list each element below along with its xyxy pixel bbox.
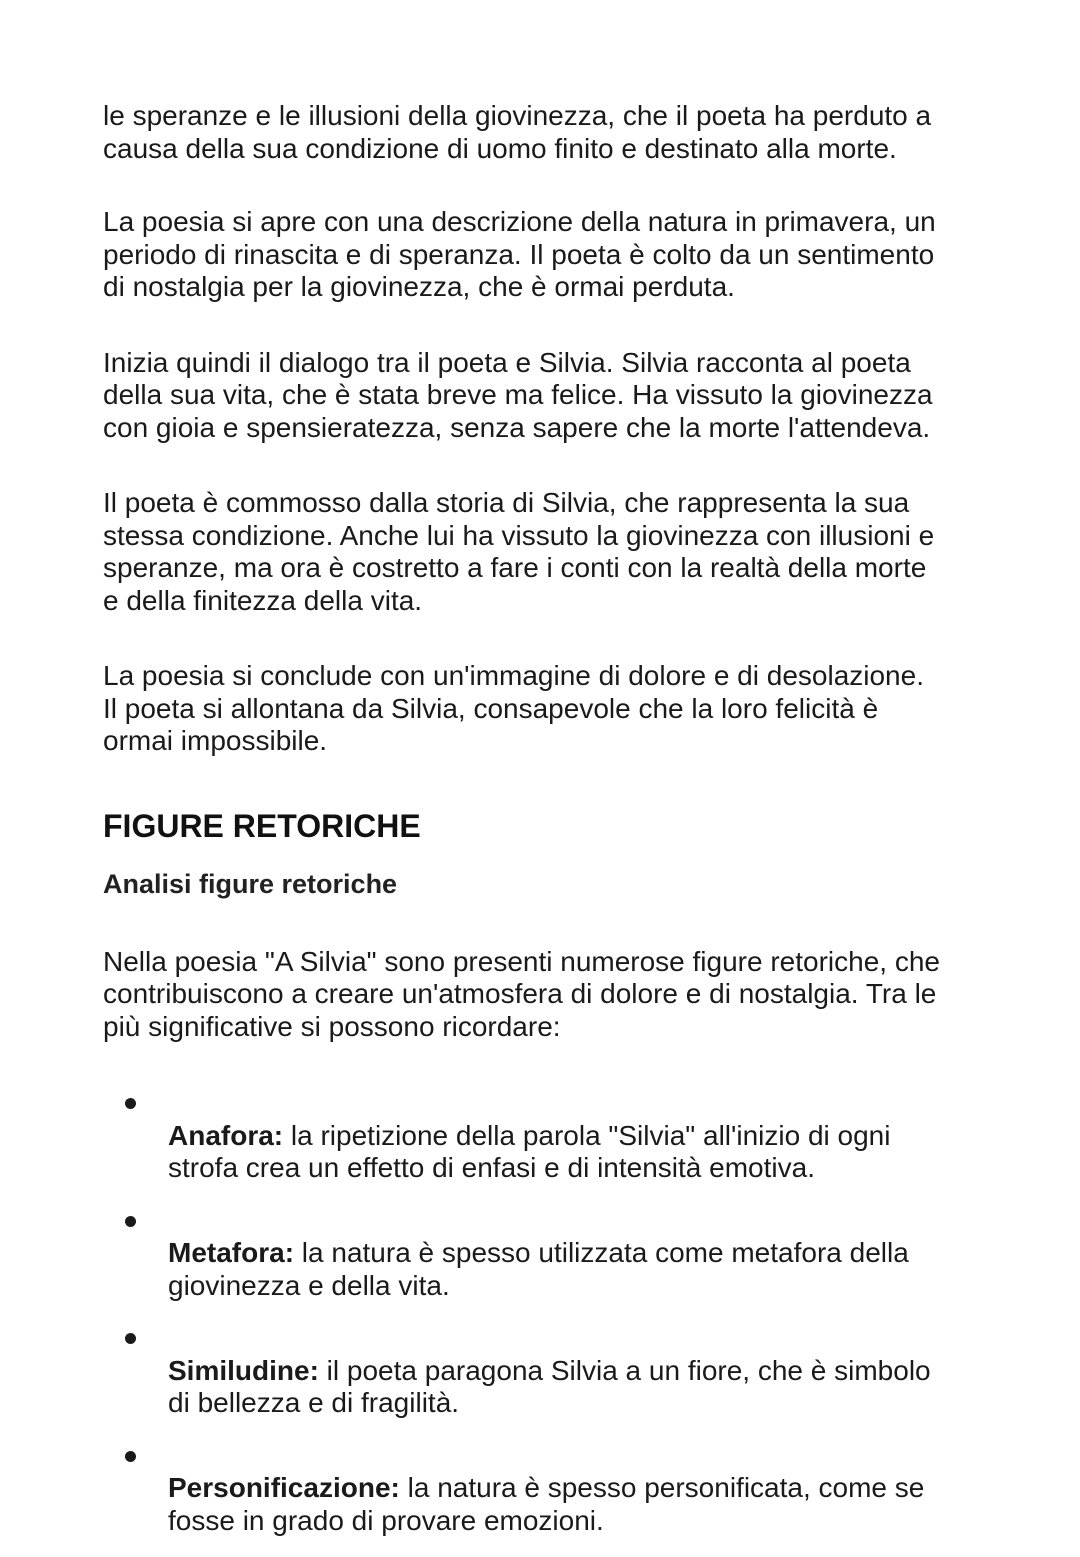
paragraph-dialogo: Inizia quindi il dialogo tra il poeta e Silvia. Silvia racconta al poeta della sua vita, che è stata breve ma felice. Ha vissuto la giovinezza con gioia e spensieratezza, senza sapere che la morte l'attendeva. xyxy=(103,346,933,443)
document-page xyxy=(103,100,993,1557)
paragraph-giovinezza: le speranze e le illusioni della giovinezza, che il poeta ha perduto a causa della sua condizione di uomo finito e destinato alla morte. xyxy=(103,100,932,164)
figure-description: la natura è spesso utilizzata come metafora della giovinezza e della vita. xyxy=(168,1237,909,1301)
bullet-icon xyxy=(125,1451,136,1462)
paragraph-commosso: Il poeta è commosso dalla storia di Silvia, che rappresenta la sua stessa condizione. Anche lui ha vissuto la giovinezza con illusioni e speranze, ma ora è costretto a fare i conti con la realtà della morte e della finitezza della vita. xyxy=(103,487,935,616)
figure-description: la natura è spesso personificata, come se fosse in grado di provare emozioni. xyxy=(168,1472,925,1536)
figure-term: Personificazione: xyxy=(168,1472,400,1503)
bullet-icon xyxy=(125,1098,136,1109)
section-title: FIGURE RETORICHE xyxy=(103,807,421,844)
figure-description: il poeta paragona Silvia a un fiore, che è simbolo di bellezza e di fragilità. xyxy=(168,1354,931,1418)
figures-list xyxy=(103,1087,993,1537)
list-item xyxy=(103,1440,993,1538)
figure-term: Metafora: xyxy=(168,1237,295,1268)
figure-description: la ripetizione della parola "Silvia" all'inizio di ogni strofa crea un effetto di enfasi e di intensità emotiva. xyxy=(168,1119,891,1183)
figure-term: Anafora: xyxy=(168,1119,284,1151)
figure-term: Similudine: xyxy=(168,1354,319,1386)
bullet-icon xyxy=(125,1333,136,1344)
list-item xyxy=(103,1322,993,1420)
paragraph-conclusione: La poesia si conclude con un'immagine di dolore e di desolazione. Il poeta si allontana da Silvia, consapevole che la loro felicità è ormai impossibile. xyxy=(103,660,924,756)
section-intro: Nella poesia "A Silvia" sono presenti numerose figure retoriche, che contribuiscono a creare un'atmosfera di dolore e di nostalgia. Tra le più significative si possono ricordare: xyxy=(103,945,940,1042)
list-item xyxy=(103,1087,993,1185)
list-item xyxy=(103,1205,993,1303)
section-subtitle: Analisi figure retoriche xyxy=(103,868,398,899)
paragraph-primavera: La poesia si apre con una descrizione della natura in primavera, un periodo di rinascita e di speranza. Il poeta è colto da un sentimento di nostalgia per la giovinezza, che è ormai perduta. xyxy=(103,206,936,302)
bullet-icon xyxy=(125,1216,136,1227)
